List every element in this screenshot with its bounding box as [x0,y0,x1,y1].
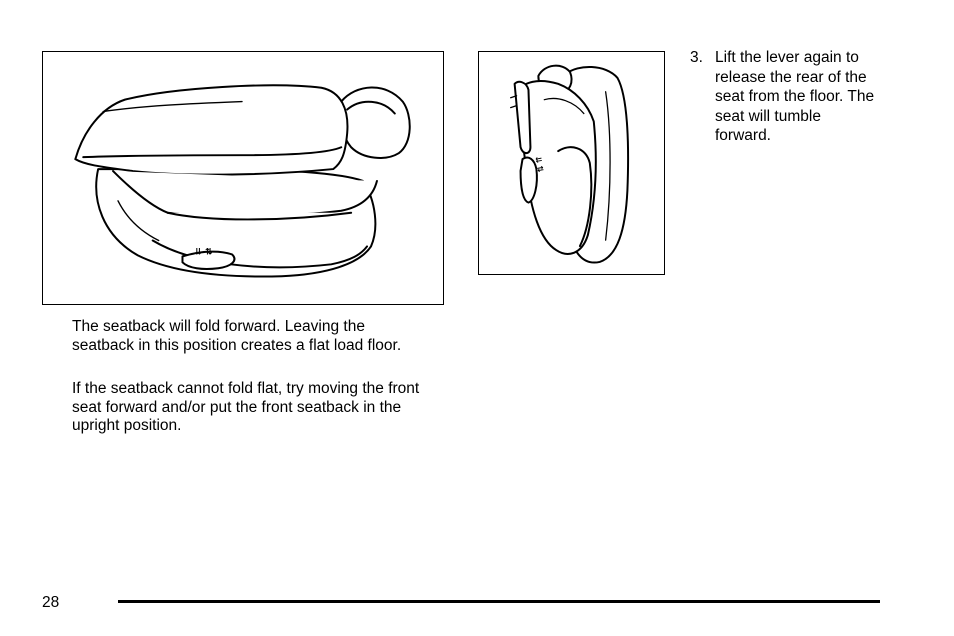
tumbled-seat-drawing [479,52,664,274]
seat-folded-illustration [42,51,444,305]
step-number: 3. [690,49,703,66]
body-paragraph-cannot-fold: If the seatback cannot fold flat, try moving the front seat forward and/or put the front seatback in the upright position. [72,380,420,434]
folded-seat-drawing [43,52,443,304]
lever-icon-label: ⇊ ⇅ [533,155,546,174]
body-paragraph-seatback-fold: The seatback will fold forward. Leaving the seatback in this position creates a flat load floor. [72,318,402,354]
lever-icon-label: ⇊ ⇅ [194,247,213,258]
page-number: 28 [42,594,60,611]
step-text: Lift the lever again to release the rear of the seat from the floor. The seat will tumble forward. [715,49,875,144]
seat-tumbled-illustration [478,51,665,275]
footer-rule [118,600,880,603]
